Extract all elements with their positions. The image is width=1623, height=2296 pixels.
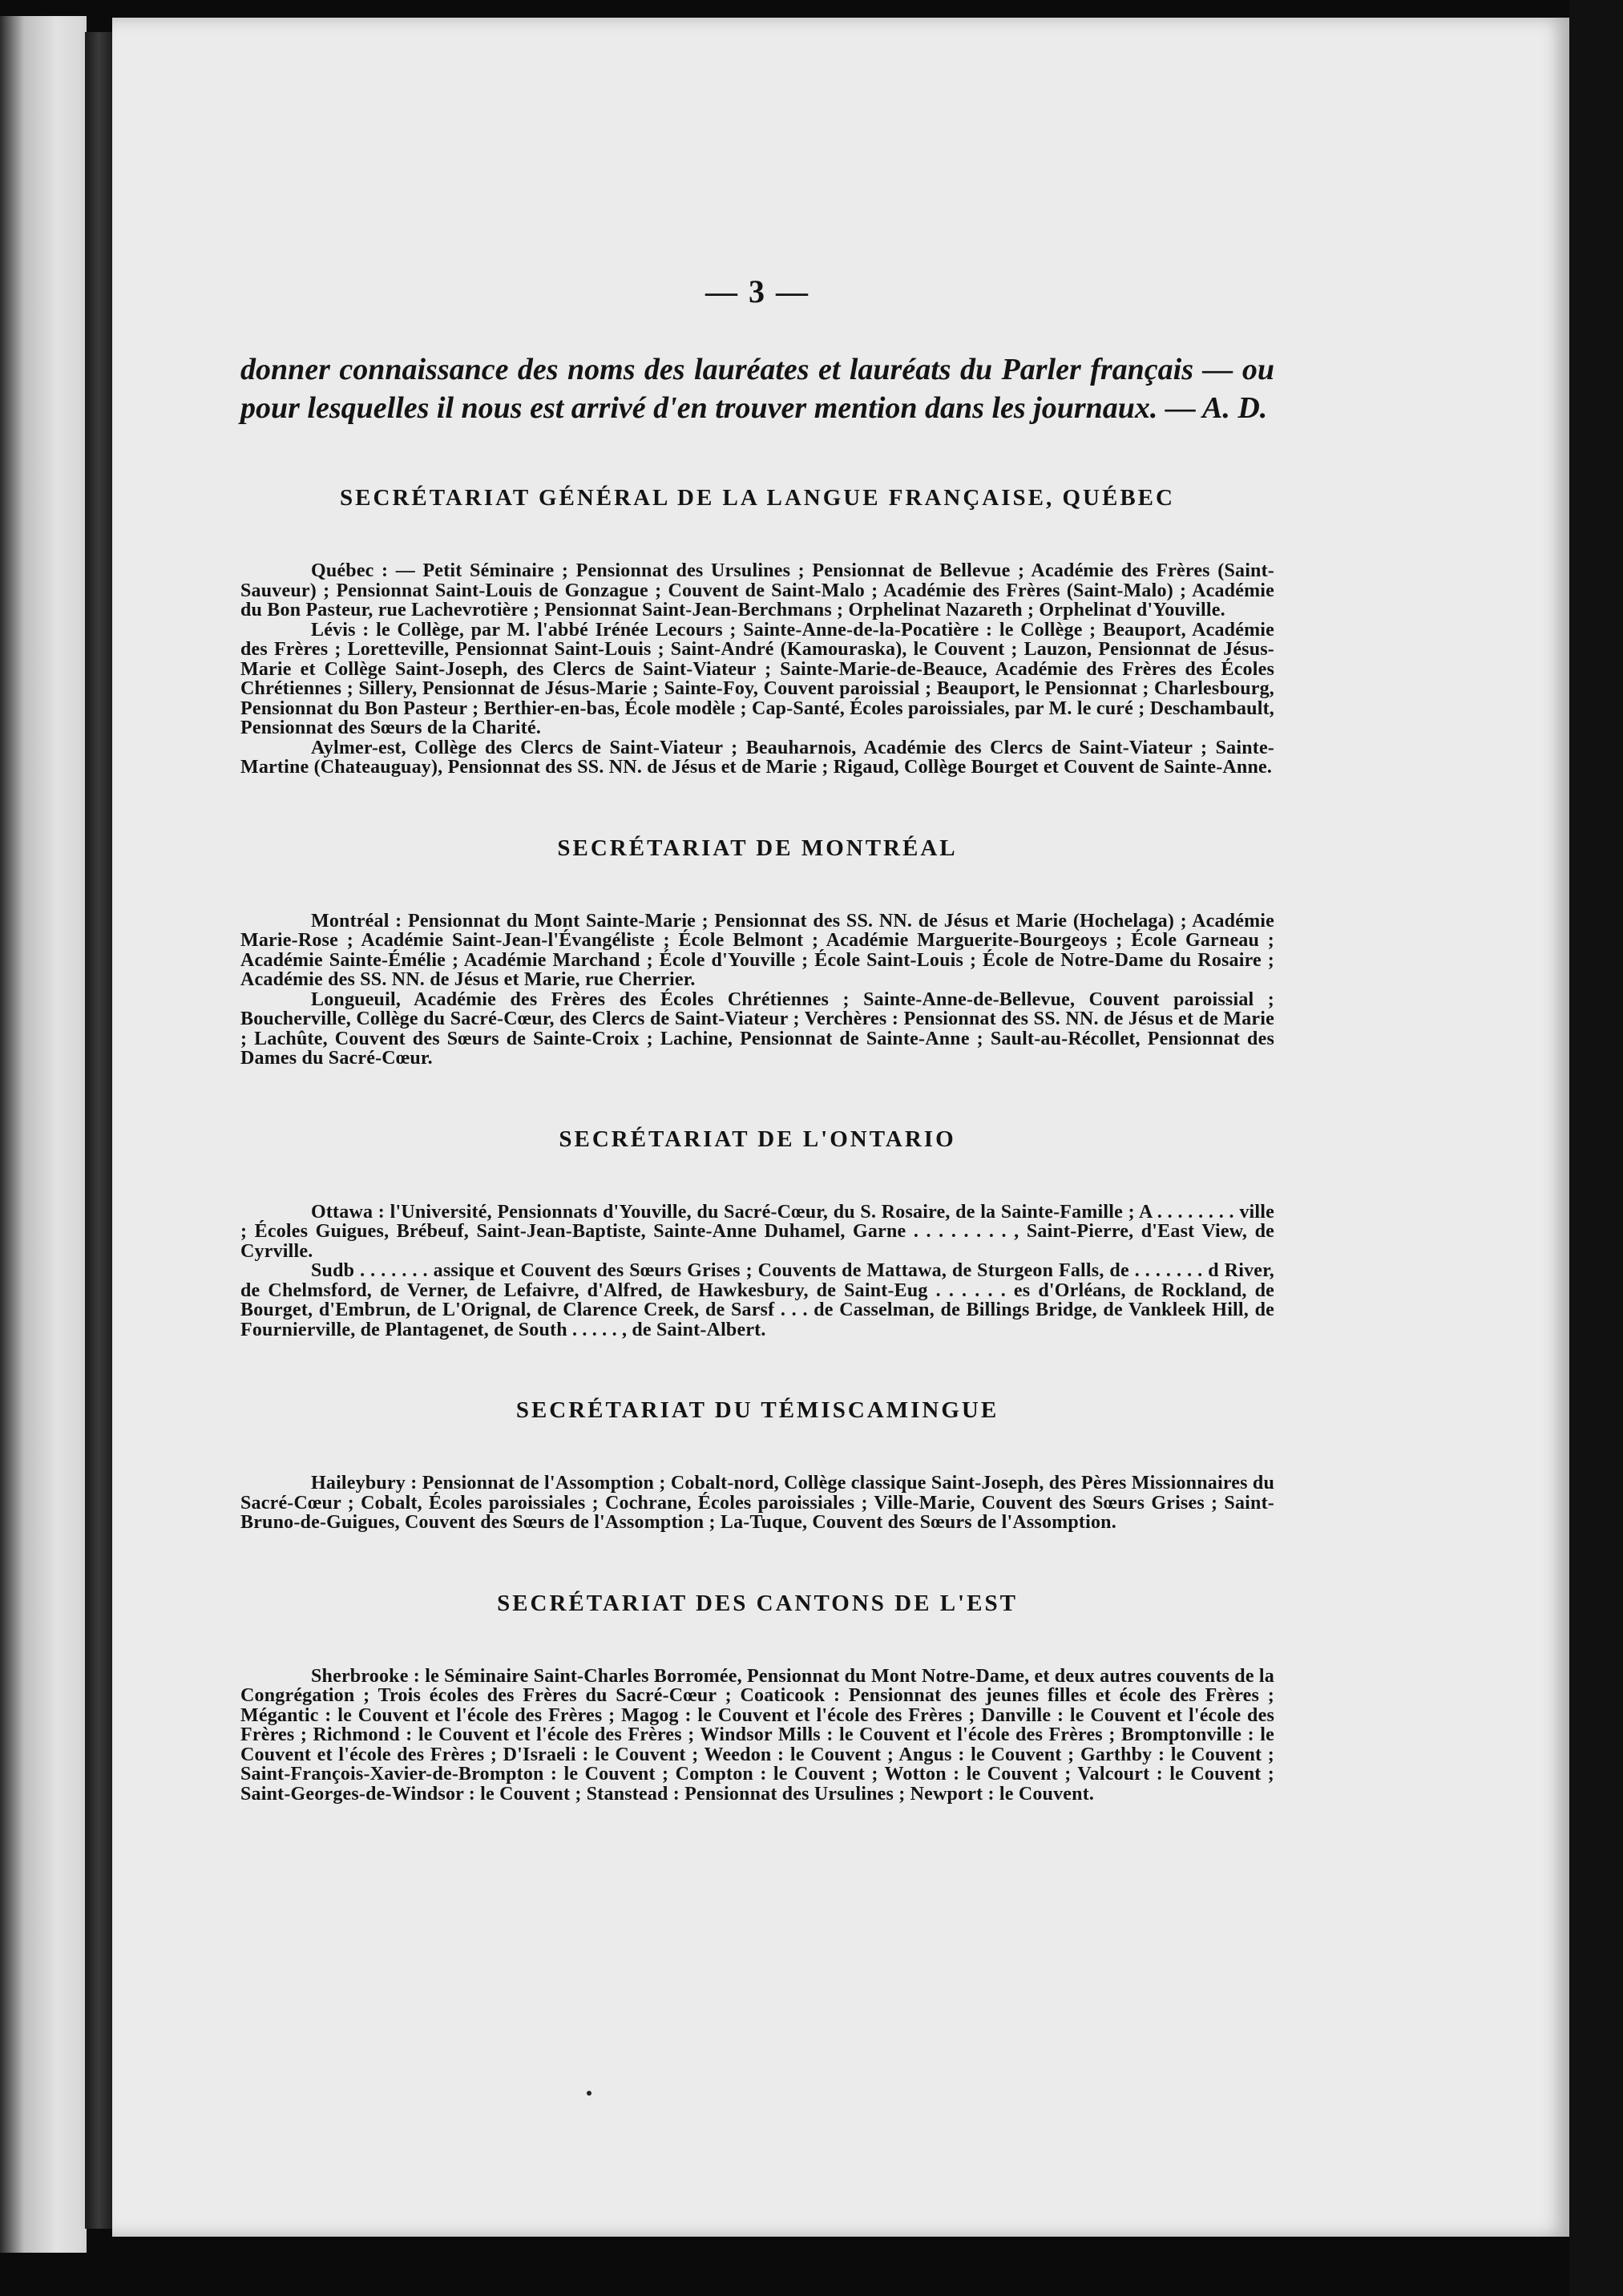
section-heading: SECRÉTARIAT DE MONTRÉAL: [557, 835, 958, 861]
section-paragraph: Montréal : Pensionnat du Mont Sainte-Marie ; Pensionnat des SS. NN. de Jésus et Marie (Hochelaga) ; Académie Marie-Rose ; Académie Saint-Jean-l'Évangéliste ; École Belmont ; Académie Marguerite-Bourgeoys ; École Garneau ; Académie Sainte-Émélie ; Académie Marchand ; École d'Youville ; École Saint-Louis ; École de Notre-Dame du Rosaire ; Académie des SS. NN. de Jésus et Marie, rue Cherrier.: [240, 910, 1274, 990]
section-heading: SECRÉTARIAT DU TÉMISCAMINGUE: [515, 1397, 999, 1423]
section-temiscamingue: [240, 1397, 1274, 1533]
section-cantons-est: [240, 1591, 1274, 1805]
book-spine: [85, 32, 112, 2229]
section-ontario: [240, 1126, 1274, 1340]
book-left-edge: [0, 16, 87, 2253]
section-paragraph: Lévis : le Collège, par M. l'abbé Irénée Lecours ; Sainte-Anne-de-la-Pocatière : le Collège ; Beauport, Académie des Frères ; Loretteville, Pensionnat Saint-Louis ; Saint-André (Kamouraska), le Couvent ; Lauzon, Pensionnat de Jésus-Marie et Collège Saint-Joseph, des Clercs de Saint-Viateur ; Sainte-Marie-de-Beauce, Académie des Frères des Écoles Chrétiennes ; Sillery, Pensionnat de Jésus-Marie ; Sainte-Foy, Couvent paroissial ; Beauport, le Pensionnat ; Charlesbourg, Pensionnat du Bon Pasteur ; Berthier-en-bas, École modèle ; Cap-Santé, Écoles paroissiales, par M. le curé ; Deschambault, Pensionnat des Sœurs de la Charité.: [240, 619, 1274, 738]
section-paragraph: Ottawa : l'Université, Pensionnats d'Youville, du Sacré-Cœur, du S. Rosaire, de la Sainte-Famille ; A . . . . . . . . ville ; Écoles Guigues, Brébeuf, Saint-Jean-Baptiste, Sainte-Anne Duhamel, Garne . . . . . . . . , Saint-Pierre, d'East View, de Cyrville.: [240, 1201, 1274, 1262]
section-heading: SECRÉTARIAT DE L'ONTARIO: [559, 1126, 956, 1152]
section-heading: SECRÉTARIAT DES CANTONS DE L'EST: [497, 1590, 1018, 1616]
section-heading: SECRÉTARIAT GÉNÉRAL DE LA LANGUE FRANÇAISE, QUÉBEC: [340, 485, 1175, 511]
page-content: [240, 273, 1274, 1804]
section-paragraph: Sherbrooke : le Séminaire Saint-Charles Borromée, Pensionnat du Mont Notre-Dame, et deux autres couvents de la Congrégation ; Trois écoles des Frères du Sacré-Cœur ; Coaticook : Pensionnat des jeunes filles et école des Frères ; Mégantic : le Couvent et l'école des Frères ; Magog : le Couvent et l'école des Frères ; Danville : le Couvent et l'école des Frères ; Richmond : le Couvent et l'école des Frères ; Windsor Mills : le Couvent et l'école des Frères ; Bromptonville : le Couvent et l'école des Frères ; D'Israeli : le Couvent ; Weedon : le Couvent ; Angus : le Couvent ; Garthby : le Couvent ; Saint-François-Xavier-de-Brompton : le Couvent ; Compton : le Couvent ; Wotton : le Couvent ; Valcourt : le Couvent ; Saint-Georges-de-Windsor : le Couvent ; Stanstead : Pensionnat des Ursulines ; Newport : le Couvent.: [240, 1665, 1274, 1805]
ink-dot: [587, 2091, 591, 2096]
section-quebec: [240, 485, 1274, 778]
section-paragraph: Sudb . . . . . . . assique et Couvent des Sœurs Grises ; Couvents de Mattawa, de Sturgeon Falls, de . . . . . . . d River, de Chelmsford, de Verner, de Lefaivre, d'Alfred, de Hawkesbury, de Saint-Eug . . . . . . es d'Orléans, de Rockland, de Bourget, d'Embrun, de L'Orignal, de Clarence Creek, de Sarsf . . . de Casselman, de Billings Bridge, de Vankleek Hill, de Fournierville, de Plantagenet, de South . . . . . , de Saint-Albert.: [240, 1260, 1274, 1340]
section-paragraph: Aylmer-est, Collège des Clercs de Saint-Viateur ; Beauharnois, Académie des Clercs de Saint-Viateur ; Sainte-Martine (Chateauguay), Pensionnat des SS. NN. de Jésus et de Marie ; Rigaud, Collège Bourget et Couvent de Sainte-Anne.: [240, 737, 1274, 778]
section-paragraph: Longueuil, Académie des Frères des Écoles Chrétiennes ; Sainte-Anne-de-Bellevue, Couvent paroissial ; Boucherville, Collège du Sacré-Cœur, des Clercs de Saint-Viateur ; Verchères : Pensionnat des SS. NN. de Jésus et de Marie ; Lachûte, Couvent des Sœurs de Sainte-Croix ; Lachine, Pensionnat de Sainte-Anne ; Sault-au-Récollet, Pensionnat des Dames du Sacré-Cœur.: [240, 988, 1274, 1069]
page-number: — 3 —: [705, 273, 809, 309]
section-montreal: [240, 835, 1274, 1069]
section-paragraph: Haileybury : Pensionnat de l'Assomption ; Cobalt-nord, Collège classique Saint-Joseph, des Pères Missionnaires du Sacré-Cœur ; Cobalt, Écoles paroissiales ; Cochrane, Écoles paroissiales ; Ville-Marie, Couvent des Sœurs Grises ; Saint-Bruno-de-Guigues, Couvent des Sœurs de l'Assomption ; La-Tuque, Couvent des Sœurs de l'Assomption.: [240, 1473, 1274, 1533]
intro-text: donner connaissance des noms des lauréates et lauréats du Parler français — ou pour lesquelles il nous est arrivé d'en trouver mention dans les journaux. — A. D.: [240, 353, 1274, 425]
section-paragraph: Québec : — Petit Séminaire ; Pensionnat des Ursulines ; Pensionnat de Bellevue ; Académie des Frères (Saint-Sauveur) ; Pensionnat Saint-Louis de Gonzague ; Couvent de Saint-Malo ; Académie des Frères (Saint-Malo) ; Académie du Bon Pasteur, rue Lachevrotière ; Pensionnat Saint-Jean-Berchmans ; Orphelinat Nazareth ; Orphelinat d'Youville.: [240, 560, 1274, 620]
scan-border-right: [1569, 0, 1623, 2296]
